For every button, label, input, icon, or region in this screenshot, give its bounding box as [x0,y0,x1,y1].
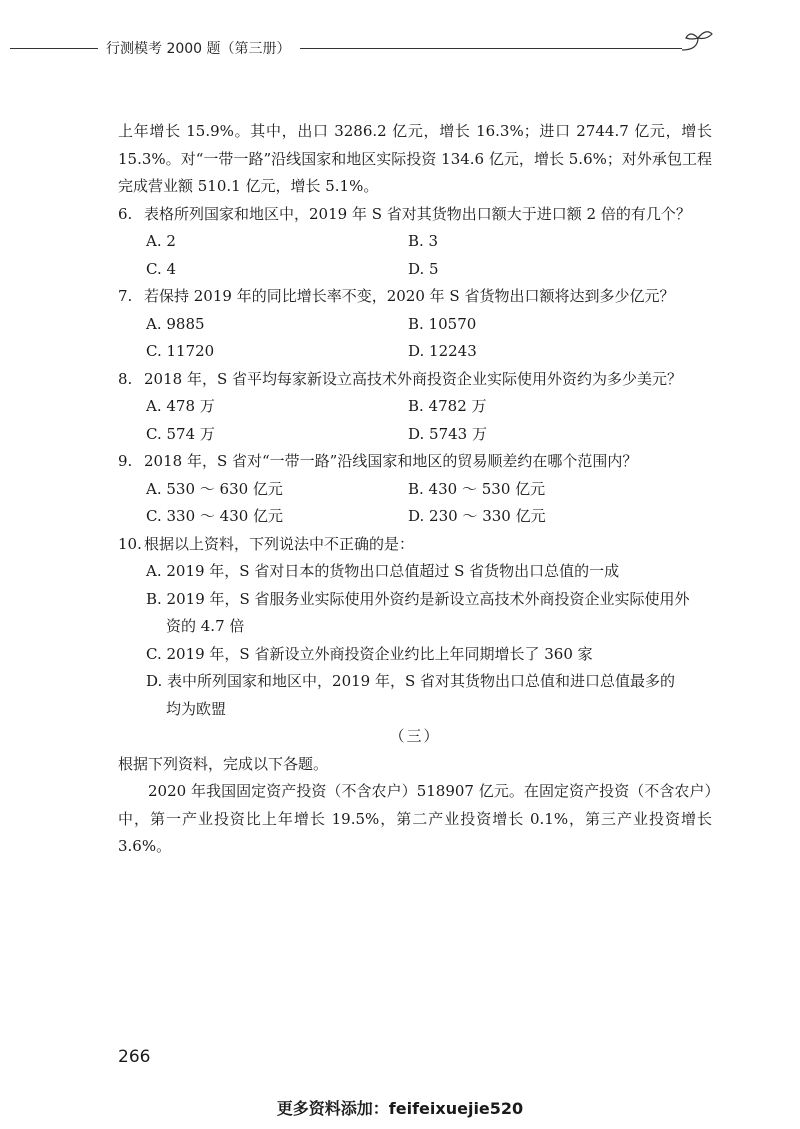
option-c: C. 11720 [146,342,215,360]
question-9 [118,448,712,531]
instruction-text: 根据下列资料，完成以下各题。 [118,754,329,773]
question-number: 6. [118,204,133,223]
question-text: 表格所列国家和地区中，2019 年 S 省对其货物出口额大于进口额 2 倍的有几个？ [144,204,691,223]
option-d: D. 表中所列国家和地区中，2019 年，S 省对其货物出口总值和进口总值最多的 均为欧盟 [146,672,676,718]
option-d: D. 230 ～ 330 亿元 [408,507,546,525]
header-rule-left [10,48,98,49]
question-text: 2018 年，S 省平均每家新设立高技术外商投资企业实际使用外资约为多少美元？ [144,369,682,388]
page-number: 266 [118,1047,151,1067]
option-c: C. 4 [146,259,177,278]
option-d: D. 5 [408,259,439,278]
page-content [118,118,712,861]
option-d: D. 5743 万 [408,424,487,443]
question-number: 7. [118,287,133,305]
question-10 [118,531,712,724]
section-heading: （三） [389,727,441,745]
question-number: 8. [118,369,133,388]
option-a: A. 478 万 [146,397,215,415]
option-a: A. 2019 年，S 省对日本的货物出口总值超过 S 省货物出口总值的一成 [146,562,620,580]
question-7 [118,283,712,366]
option-b: B. 4782 万 [408,397,487,415]
footer-note: 更多资料添加：feifeixuejie520 [276,1099,524,1118]
page-header [0,26,800,66]
question-6 [118,201,712,284]
option-c: C. 2019 年，S 省新设立外商投资企业约比上年同期增长了 360 家 [146,644,593,663]
header-rule-right [300,48,682,49]
option-b: B. 3 [408,232,439,250]
option-a: A. 530 ～ 630 亿元 [146,479,283,498]
option-a: A. 9885 [146,314,205,333]
question-text: 若保持 2019 年的同比增长率不变，2020 年 S 省货物出口额将达到多少亿元？ [144,287,675,305]
question-number: 9. [118,452,133,470]
question-text: 2018 年，S 省对“一带一路”沿线国家和地区的贸易顺差约在哪个范围内？ [144,452,638,470]
header-title: 行测模考 2000 题（第三册） [106,41,291,57]
option-b: B. 430 ～ 530 亿元 [408,479,546,498]
question-8 [118,366,712,449]
option-b: B. 10570 [408,314,477,333]
option-c: C. 574 万 [146,424,215,443]
option-d: D. 12243 [408,342,477,360]
question-text: 根据以上资料，下列说法中不正确的是： [144,534,415,553]
option-a: A. 2 [146,232,176,250]
material-paragraph: 2020 年我国固定资产投资（不含农户）518907 亿元。在固定资产投资（不含农户）中，第一产业投资比上年增长 19.5%，第二产业投资增长 0.1%，第三产业投资增长 3.6%。 [118,782,712,855]
question-number: 10. [118,534,142,553]
option-c: C. 330 ～ 430 亿元 [146,507,284,525]
sprout-icon [680,28,716,58]
intro-paragraph: 上年增长 15.9%。其中，出口 3286.2 亿元，增长 16.3%；进口 2744.7 亿元，增长 15.3%。对“一带一路”沿线国家和地区实际投资 134.6 亿元，增长 5.6%；对外承包工程完成营业额 510.1 亿元，增长 5.1%。 [118,122,712,195]
option-b: B. 2019 年，S 省服务业实际使用外资约是新设立高技术外商投资企业实际使用外 资的 4.7 倍 [146,589,690,635]
